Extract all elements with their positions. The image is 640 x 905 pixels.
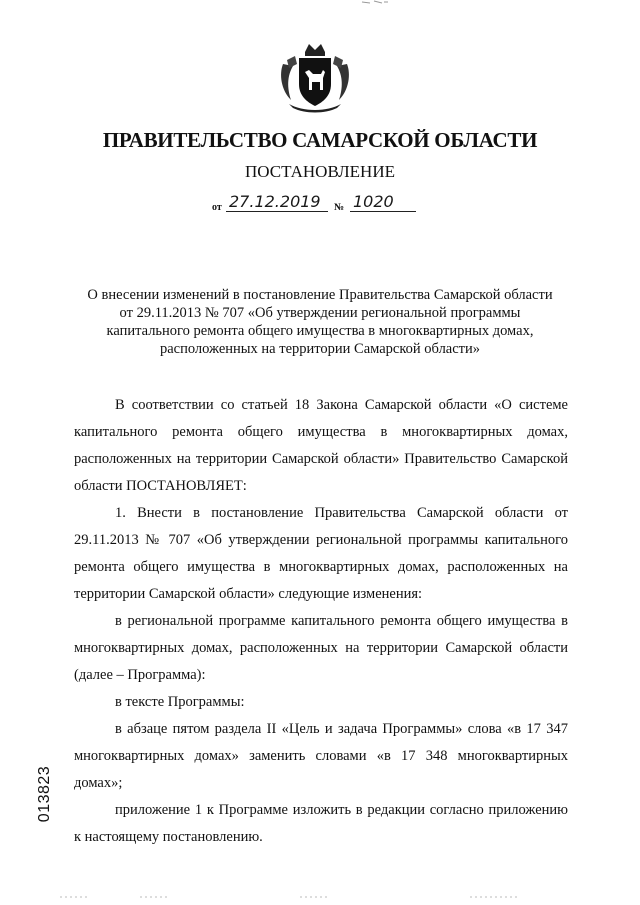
subject-line: капитального ремонта общего имущества в многоквартирных домах, [106, 323, 534, 339]
side-registration-number [30, 760, 60, 830]
date-prefix: от [212, 202, 222, 213]
document-body [74, 392, 568, 851]
number-prefix: № [334, 202, 345, 213]
paragraph: 1. Внести в постановление Правительства Самарской области от 29.11.2013 № 707 «Об утверждении региональной программы капитального ремонта общего имущества в многоквартирных домах, расположенных на территории Самарской области» следующие изменения: [74, 505, 568, 602]
document-subject [70, 286, 570, 358]
registration-number-text: 013823 [36, 765, 53, 823]
paragraph: в тексте Программы: [115, 694, 245, 710]
scan-mark [360, 0, 390, 4]
subject-line: О внесении изменений в постановление Правительства Самарской области [87, 287, 553, 303]
paragraph: приложение 1 к Программе изложить в редакции согласно приложению к настоящему постановлению. [74, 802, 568, 845]
date-number-line [212, 193, 452, 217]
paragraph: в абзаце пятом раздела II «Цель и задача Программы» слова «в 17 347 многоквартирных домах» заменить словами «в 17 348 многоквартирных домах»; [74, 721, 568, 791]
subject-line: расположенных на территории Самарской области» [159, 341, 481, 357]
document-type: ПОСТАНОВЛЕНИЕ [244, 162, 395, 181]
scan-dots [0, 895, 640, 899]
page-title: ПРАВИТЕЛЬСТВО САМАРСКОЙ ОБЛАСТИ [102, 128, 538, 152]
subject-line: от 29.11.2013 № 707 «Об утверждении региональной программы [119, 305, 521, 321]
paragraph: в региональной программе капитального ремонта общего имущества в многоквартирных домах, расположенных на территории Самарской области (далее – Программа): [74, 613, 568, 683]
handwritten-date: 27.12.2019 [226, 193, 328, 212]
handwritten-number: 1020 [350, 193, 416, 212]
coat-of-arms-emblem [275, 42, 355, 114]
paragraph: В соответствии со статьей 18 Закона Самарской области «О системе капитального ремонта общего имущества в многоквартирных домах, расположенных на территории Самарской области» Правительство Самарской области ПОСТАНОВЛЯЕТ: [74, 397, 568, 494]
